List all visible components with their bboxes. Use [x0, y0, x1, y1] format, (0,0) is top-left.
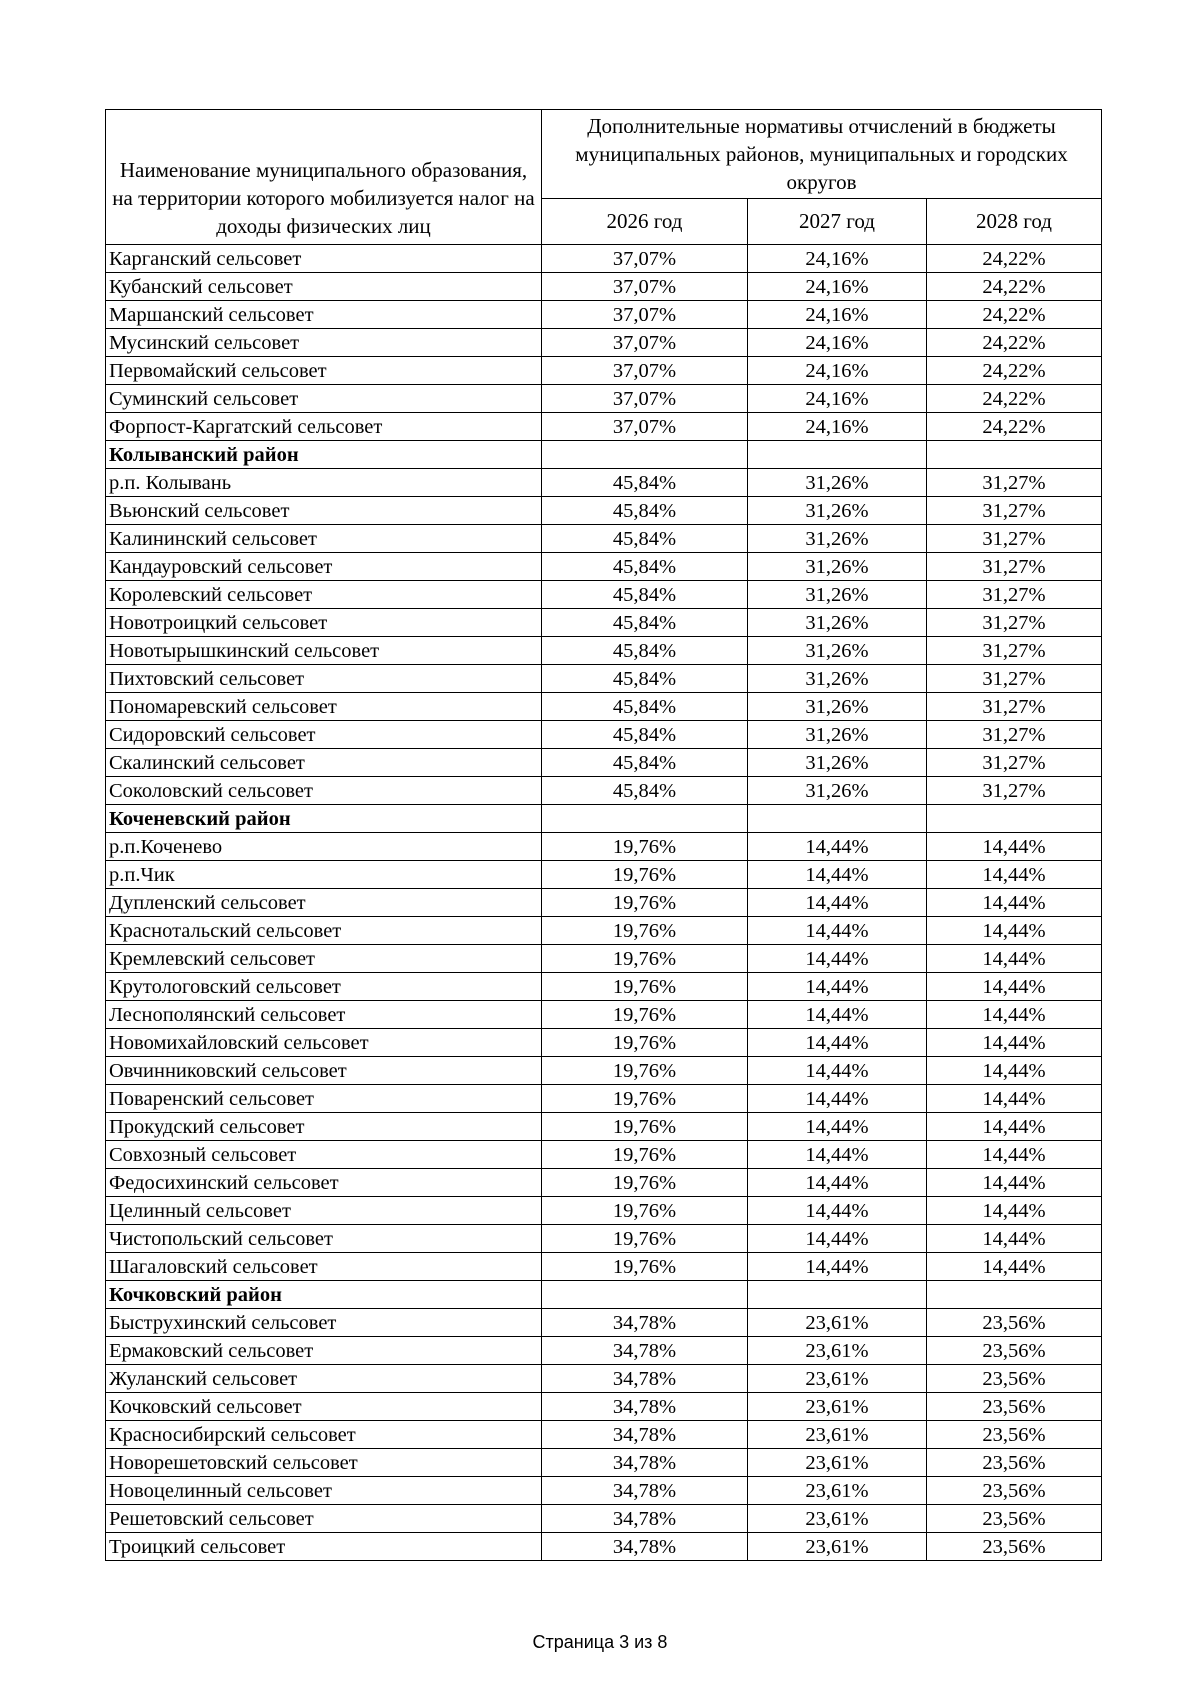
table-row: [106, 665, 1102, 693]
norm-value-2028: 14,44%: [927, 1253, 1102, 1281]
norm-value-2028: 14,44%: [927, 917, 1102, 945]
municipality-name: Новомихайловский сельсовет: [106, 1029, 542, 1057]
norm-value-2028: 23,56%: [927, 1477, 1102, 1505]
norm-value-2028: 23,56%: [927, 1533, 1102, 1561]
table-row: [106, 1337, 1102, 1365]
table-row: [106, 469, 1102, 497]
header-year-2028: 2028 год: [927, 198, 1102, 244]
norm-value-2027: 23,61%: [748, 1533, 927, 1561]
municipality-name: Карганский сельсовет: [106, 245, 542, 273]
norm-value-2026: [542, 805, 748, 833]
norm-value-2027: 24,16%: [748, 385, 927, 413]
norm-value-2028: 31,27%: [927, 609, 1102, 637]
norm-value-2028: 24,22%: [927, 245, 1102, 273]
norm-value-2027: 24,16%: [748, 357, 927, 385]
norm-value-2026: 34,78%: [542, 1365, 748, 1393]
norm-value-2026: 34,78%: [542, 1421, 748, 1449]
norm-value-2026: 19,76%: [542, 1141, 748, 1169]
norm-value-2027: 23,61%: [748, 1477, 927, 1505]
norm-value-2027: 31,26%: [748, 721, 927, 749]
norm-value-2027: 24,16%: [748, 329, 927, 357]
municipality-name: Поваренский сельсовет: [106, 1085, 542, 1113]
norm-value-2026: 37,07%: [542, 413, 748, 441]
norm-value-2027: 14,44%: [748, 973, 927, 1001]
municipality-name: Новорешетовский сельсовет: [106, 1449, 542, 1477]
norm-value-2026: 45,84%: [542, 497, 748, 525]
table-row: [106, 1001, 1102, 1029]
table-row: [106, 497, 1102, 525]
table-row: [106, 1505, 1102, 1533]
norm-value-2027: 14,44%: [748, 1253, 927, 1281]
norm-value-2028: 31,27%: [927, 469, 1102, 497]
norm-value-2027: 31,26%: [748, 497, 927, 525]
norm-value-2027: 24,16%: [748, 301, 927, 329]
norm-value-2028: 14,44%: [927, 1169, 1102, 1197]
norm-value-2026: 19,76%: [542, 861, 748, 889]
page-number-footer: Страница 3 из 8: [532, 1632, 668, 1652]
norm-value-2028: 14,44%: [927, 889, 1102, 917]
municipality-name: Шагаловский сельсовет: [106, 1253, 542, 1281]
norm-value-2026: 37,07%: [542, 329, 748, 357]
norm-value-2028: 24,22%: [927, 413, 1102, 441]
municipality-name: Первомайский сельсовет: [106, 357, 542, 385]
municipality-name: Прокудский сельсовет: [106, 1113, 542, 1141]
norm-value-2026: 19,76%: [542, 1085, 748, 1113]
norm-value-2027: 14,44%: [748, 1113, 927, 1141]
municipality-name: Жуланский сельсовет: [106, 1365, 542, 1393]
municipality-name: Кремлевский сельсовет: [106, 945, 542, 973]
norm-value-2027: 31,26%: [748, 777, 927, 805]
header-year-2027: 2027 год: [748, 198, 927, 244]
municipality-name: Леснополянский сельсовет: [106, 1001, 542, 1029]
municipality-name: Троицкий сельсовет: [106, 1533, 542, 1561]
norm-value-2026: 19,76%: [542, 1029, 748, 1057]
norm-value-2027: 31,26%: [748, 637, 927, 665]
norm-value-2028: 14,44%: [927, 1085, 1102, 1113]
norm-value-2027: 14,44%: [748, 917, 927, 945]
norm-value-2026: 34,78%: [542, 1449, 748, 1477]
norm-value-2027: 14,44%: [748, 1001, 927, 1029]
table-row: [106, 1449, 1102, 1477]
norm-value-2027: [748, 441, 927, 469]
table-row: [106, 301, 1102, 329]
table-row: [106, 1113, 1102, 1141]
table-row: [106, 1477, 1102, 1505]
table-row: [106, 889, 1102, 917]
norm-value-2026: 37,07%: [542, 385, 748, 413]
municipality-name: Быструхинский сельсовет: [106, 1309, 542, 1337]
norm-value-2028: 24,22%: [927, 329, 1102, 357]
norm-value-2028: 14,44%: [927, 1113, 1102, 1141]
table-row: [106, 1085, 1102, 1113]
norm-value-2026: [542, 1281, 748, 1309]
norm-value-2026: 19,76%: [542, 1113, 748, 1141]
municipality-name: Чистопольский сельсовет: [106, 1225, 542, 1253]
norm-value-2026: 19,76%: [542, 833, 748, 861]
header-year-2026: 2026 год: [542, 198, 748, 244]
table-row: [106, 1533, 1102, 1561]
district-name: Кочковский район: [106, 1281, 542, 1309]
norm-value-2028: 31,27%: [927, 581, 1102, 609]
table-row: [106, 1029, 1102, 1057]
municipality-name: Соколовский сельсовет: [106, 777, 542, 805]
table-row: [106, 357, 1102, 385]
municipality-name: Королевский сельсовет: [106, 581, 542, 609]
municipality-name: Ермаковский сельсовет: [106, 1337, 542, 1365]
norm-value-2027: 14,44%: [748, 1141, 927, 1169]
norm-value-2026: 19,76%: [542, 1001, 748, 1029]
table-row: [106, 917, 1102, 945]
norm-value-2028: 23,56%: [927, 1449, 1102, 1477]
norm-value-2027: 14,44%: [748, 861, 927, 889]
table-row: [106, 1057, 1102, 1085]
municipality-name: Новотроицкий сельсовет: [106, 609, 542, 637]
tax-norms-table: [105, 109, 1102, 1561]
norm-value-2027: 14,44%: [748, 1225, 927, 1253]
table-row: [106, 329, 1102, 357]
norm-value-2028: 23,56%: [927, 1337, 1102, 1365]
norm-value-2026: 45,84%: [542, 721, 748, 749]
norm-value-2027: 14,44%: [748, 833, 927, 861]
norm-value-2027: 14,44%: [748, 1197, 927, 1225]
norm-value-2028: 31,27%: [927, 693, 1102, 721]
district-header-row: [106, 441, 1102, 469]
municipality-name: Кочковский сельсовет: [106, 1393, 542, 1421]
table-row: [106, 973, 1102, 1001]
municipality-name: Маршанский сельсовет: [106, 301, 542, 329]
norm-value-2026: 37,07%: [542, 301, 748, 329]
municipality-name: Красносибирский сельсовет: [106, 1421, 542, 1449]
norm-value-2027: [748, 1281, 927, 1309]
table-row: [106, 1141, 1102, 1169]
norm-value-2027: 14,44%: [748, 1085, 927, 1113]
header-municipality-name: Наименование муниципального образования, на территории которого мобилизуется налог на доходы физических лиц: [106, 110, 542, 245]
table-row: [106, 1365, 1102, 1393]
norm-value-2028: 14,44%: [927, 1197, 1102, 1225]
municipality-name: Целинный сельсовет: [106, 1197, 542, 1225]
table-row: [106, 749, 1102, 777]
norm-value-2028: 14,44%: [927, 861, 1102, 889]
municipality-name: Кандауровский сельсовет: [106, 553, 542, 581]
norm-value-2027: 31,26%: [748, 553, 927, 581]
norm-value-2027: 23,61%: [748, 1421, 927, 1449]
norm-value-2026: 45,84%: [542, 665, 748, 693]
norm-value-2027: 23,61%: [748, 1505, 927, 1533]
municipality-name: Суминский сельсовет: [106, 385, 542, 413]
norm-value-2026: 45,84%: [542, 581, 748, 609]
norm-value-2027: 24,16%: [748, 273, 927, 301]
municipality-name: Пихтовский сельсовет: [106, 665, 542, 693]
norm-value-2026: 37,07%: [542, 245, 748, 273]
table-row: [106, 693, 1102, 721]
norm-value-2028: [927, 1281, 1102, 1309]
municipality-name: Пономаревский сельсовет: [106, 693, 542, 721]
norm-value-2028: 23,56%: [927, 1365, 1102, 1393]
norm-value-2026: 34,78%: [542, 1477, 748, 1505]
norm-value-2028: 23,56%: [927, 1505, 1102, 1533]
norm-value-2028: 14,44%: [927, 1057, 1102, 1085]
table-row: [106, 245, 1102, 273]
norm-value-2027: 31,26%: [748, 581, 927, 609]
norm-value-2026: 34,78%: [542, 1505, 748, 1533]
norm-value-2028: 14,44%: [927, 973, 1102, 1001]
table-row: [106, 413, 1102, 441]
norm-value-2026: 19,76%: [542, 917, 748, 945]
norm-value-2027: 14,44%: [748, 1169, 927, 1197]
municipality-name: Решетовский сельсовет: [106, 1505, 542, 1533]
table-row: [106, 1225, 1102, 1253]
norm-value-2027: 31,26%: [748, 749, 927, 777]
norm-value-2026: 45,84%: [542, 693, 748, 721]
norm-value-2027: 31,26%: [748, 665, 927, 693]
norm-value-2026: 45,84%: [542, 609, 748, 637]
norm-value-2028: 14,44%: [927, 1225, 1102, 1253]
norm-value-2026: 45,84%: [542, 777, 748, 805]
district-name: Колыванский район: [106, 441, 542, 469]
table-row: [106, 945, 1102, 973]
norm-value-2027: 31,26%: [748, 525, 927, 553]
header-additional-norms: Дополнительные нормативы отчислений в бюджеты муниципальных районов, муниципальных и городских округов: [542, 110, 1102, 199]
norm-value-2026: 19,76%: [542, 889, 748, 917]
norm-value-2028: 24,22%: [927, 357, 1102, 385]
district-header-row: [106, 805, 1102, 833]
norm-value-2027: 23,61%: [748, 1449, 927, 1477]
municipality-name: Дупленский сельсовет: [106, 889, 542, 917]
norm-value-2028: 23,56%: [927, 1393, 1102, 1421]
norm-value-2028: 23,56%: [927, 1309, 1102, 1337]
norm-value-2027: 14,44%: [748, 889, 927, 917]
norm-value-2026: 34,78%: [542, 1337, 748, 1365]
norm-value-2027: 31,26%: [748, 693, 927, 721]
table-row: [106, 861, 1102, 889]
municipality-name: р.п.Коченево: [106, 833, 542, 861]
norm-value-2026: 19,76%: [542, 1057, 748, 1085]
table-row: [106, 385, 1102, 413]
norm-value-2028: 31,27%: [927, 553, 1102, 581]
norm-value-2026: 19,76%: [542, 1197, 748, 1225]
norm-value-2026: [542, 441, 748, 469]
municipality-name: Кубанский сельсовет: [106, 273, 542, 301]
municipality-name: Федосихинский сельсовет: [106, 1169, 542, 1197]
norm-value-2028: 14,44%: [927, 1001, 1102, 1029]
table-row: [106, 553, 1102, 581]
norm-value-2028: 31,27%: [927, 525, 1102, 553]
municipality-name: Форпост-Каргатский сельсовет: [106, 413, 542, 441]
district-header-row: [106, 1281, 1102, 1309]
norm-value-2026: 19,76%: [542, 1225, 748, 1253]
municipality-name: Мусинский сельсовет: [106, 329, 542, 357]
norm-value-2026: 45,84%: [542, 553, 748, 581]
norm-value-2026: 19,76%: [542, 945, 748, 973]
municipality-name: Краснотальский сельсовет: [106, 917, 542, 945]
norm-value-2027: 24,16%: [748, 245, 927, 273]
municipality-name: Сидоровский сельсовет: [106, 721, 542, 749]
table-row: [106, 637, 1102, 665]
norm-value-2027: 14,44%: [748, 1029, 927, 1057]
table-header: [106, 110, 1102, 245]
norm-value-2027: 23,61%: [748, 1309, 927, 1337]
norm-value-2028: 31,27%: [927, 721, 1102, 749]
norm-value-2027: 24,16%: [748, 413, 927, 441]
norm-value-2028: [927, 805, 1102, 833]
norm-value-2026: 19,76%: [542, 1169, 748, 1197]
norm-value-2027: 14,44%: [748, 945, 927, 973]
norm-value-2027: 23,61%: [748, 1337, 927, 1365]
municipality-name: Совхозный сельсовет: [106, 1141, 542, 1169]
norm-value-2028: 14,44%: [927, 1029, 1102, 1057]
norm-value-2028: 31,27%: [927, 749, 1102, 777]
table-row: [106, 833, 1102, 861]
norm-value-2028: 23,56%: [927, 1421, 1102, 1449]
norm-value-2026: 19,76%: [542, 1253, 748, 1281]
table-body: [106, 245, 1102, 1561]
municipality-name: Вьюнский сельсовет: [106, 497, 542, 525]
table-row: [106, 721, 1102, 749]
norm-value-2026: 45,84%: [542, 637, 748, 665]
table-row: [106, 1421, 1102, 1449]
norm-value-2026: 37,07%: [542, 273, 748, 301]
norm-value-2028: 31,27%: [927, 497, 1102, 525]
table-row: [106, 525, 1102, 553]
norm-value-2027: 31,26%: [748, 469, 927, 497]
table-row: [106, 581, 1102, 609]
norm-value-2028: 24,22%: [927, 273, 1102, 301]
norm-value-2028: 31,27%: [927, 637, 1102, 665]
norm-value-2028: 31,27%: [927, 665, 1102, 693]
norm-value-2028: 14,44%: [927, 1141, 1102, 1169]
table-row: [106, 1169, 1102, 1197]
norm-value-2027: [748, 805, 927, 833]
norm-value-2026: 37,07%: [542, 357, 748, 385]
norm-value-2027: 23,61%: [748, 1365, 927, 1393]
norm-value-2026: 34,78%: [542, 1533, 748, 1561]
norm-value-2027: 31,26%: [748, 609, 927, 637]
norm-value-2026: 45,84%: [542, 469, 748, 497]
table-row: [106, 1197, 1102, 1225]
table-row: [106, 273, 1102, 301]
table-row: [106, 1393, 1102, 1421]
municipality-name: р.п.Чик: [106, 861, 542, 889]
municipality-name: Новотырышкинский сельсовет: [106, 637, 542, 665]
norm-value-2026: 45,84%: [542, 749, 748, 777]
norm-value-2027: 23,61%: [748, 1393, 927, 1421]
norm-value-2028: 14,44%: [927, 833, 1102, 861]
norm-value-2026: 34,78%: [542, 1309, 748, 1337]
municipality-name: Калининский сельсовет: [106, 525, 542, 553]
municipality-name: р.п. Колывань: [106, 469, 542, 497]
norm-value-2028: 31,27%: [927, 777, 1102, 805]
norm-value-2026: 45,84%: [542, 525, 748, 553]
norm-value-2026: 34,78%: [542, 1393, 748, 1421]
norm-value-2028: 24,22%: [927, 301, 1102, 329]
table-row: [106, 777, 1102, 805]
table-row: [106, 609, 1102, 637]
norm-value-2028: 24,22%: [927, 385, 1102, 413]
norm-value-2026: 19,76%: [542, 973, 748, 1001]
district-name: Коченевский район: [106, 805, 542, 833]
municipality-name: Скалинский сельсовет: [106, 749, 542, 777]
table-row: [106, 1253, 1102, 1281]
municipality-name: Крутологовский сельсовет: [106, 973, 542, 1001]
municipality-name: Новоцелинный сельсовет: [106, 1477, 542, 1505]
municipality-name: Овчинниковский сельсовет: [106, 1057, 542, 1085]
norm-value-2028: [927, 441, 1102, 469]
norm-value-2027: 14,44%: [748, 1057, 927, 1085]
table-row: [106, 1309, 1102, 1337]
norm-value-2028: 14,44%: [927, 945, 1102, 973]
